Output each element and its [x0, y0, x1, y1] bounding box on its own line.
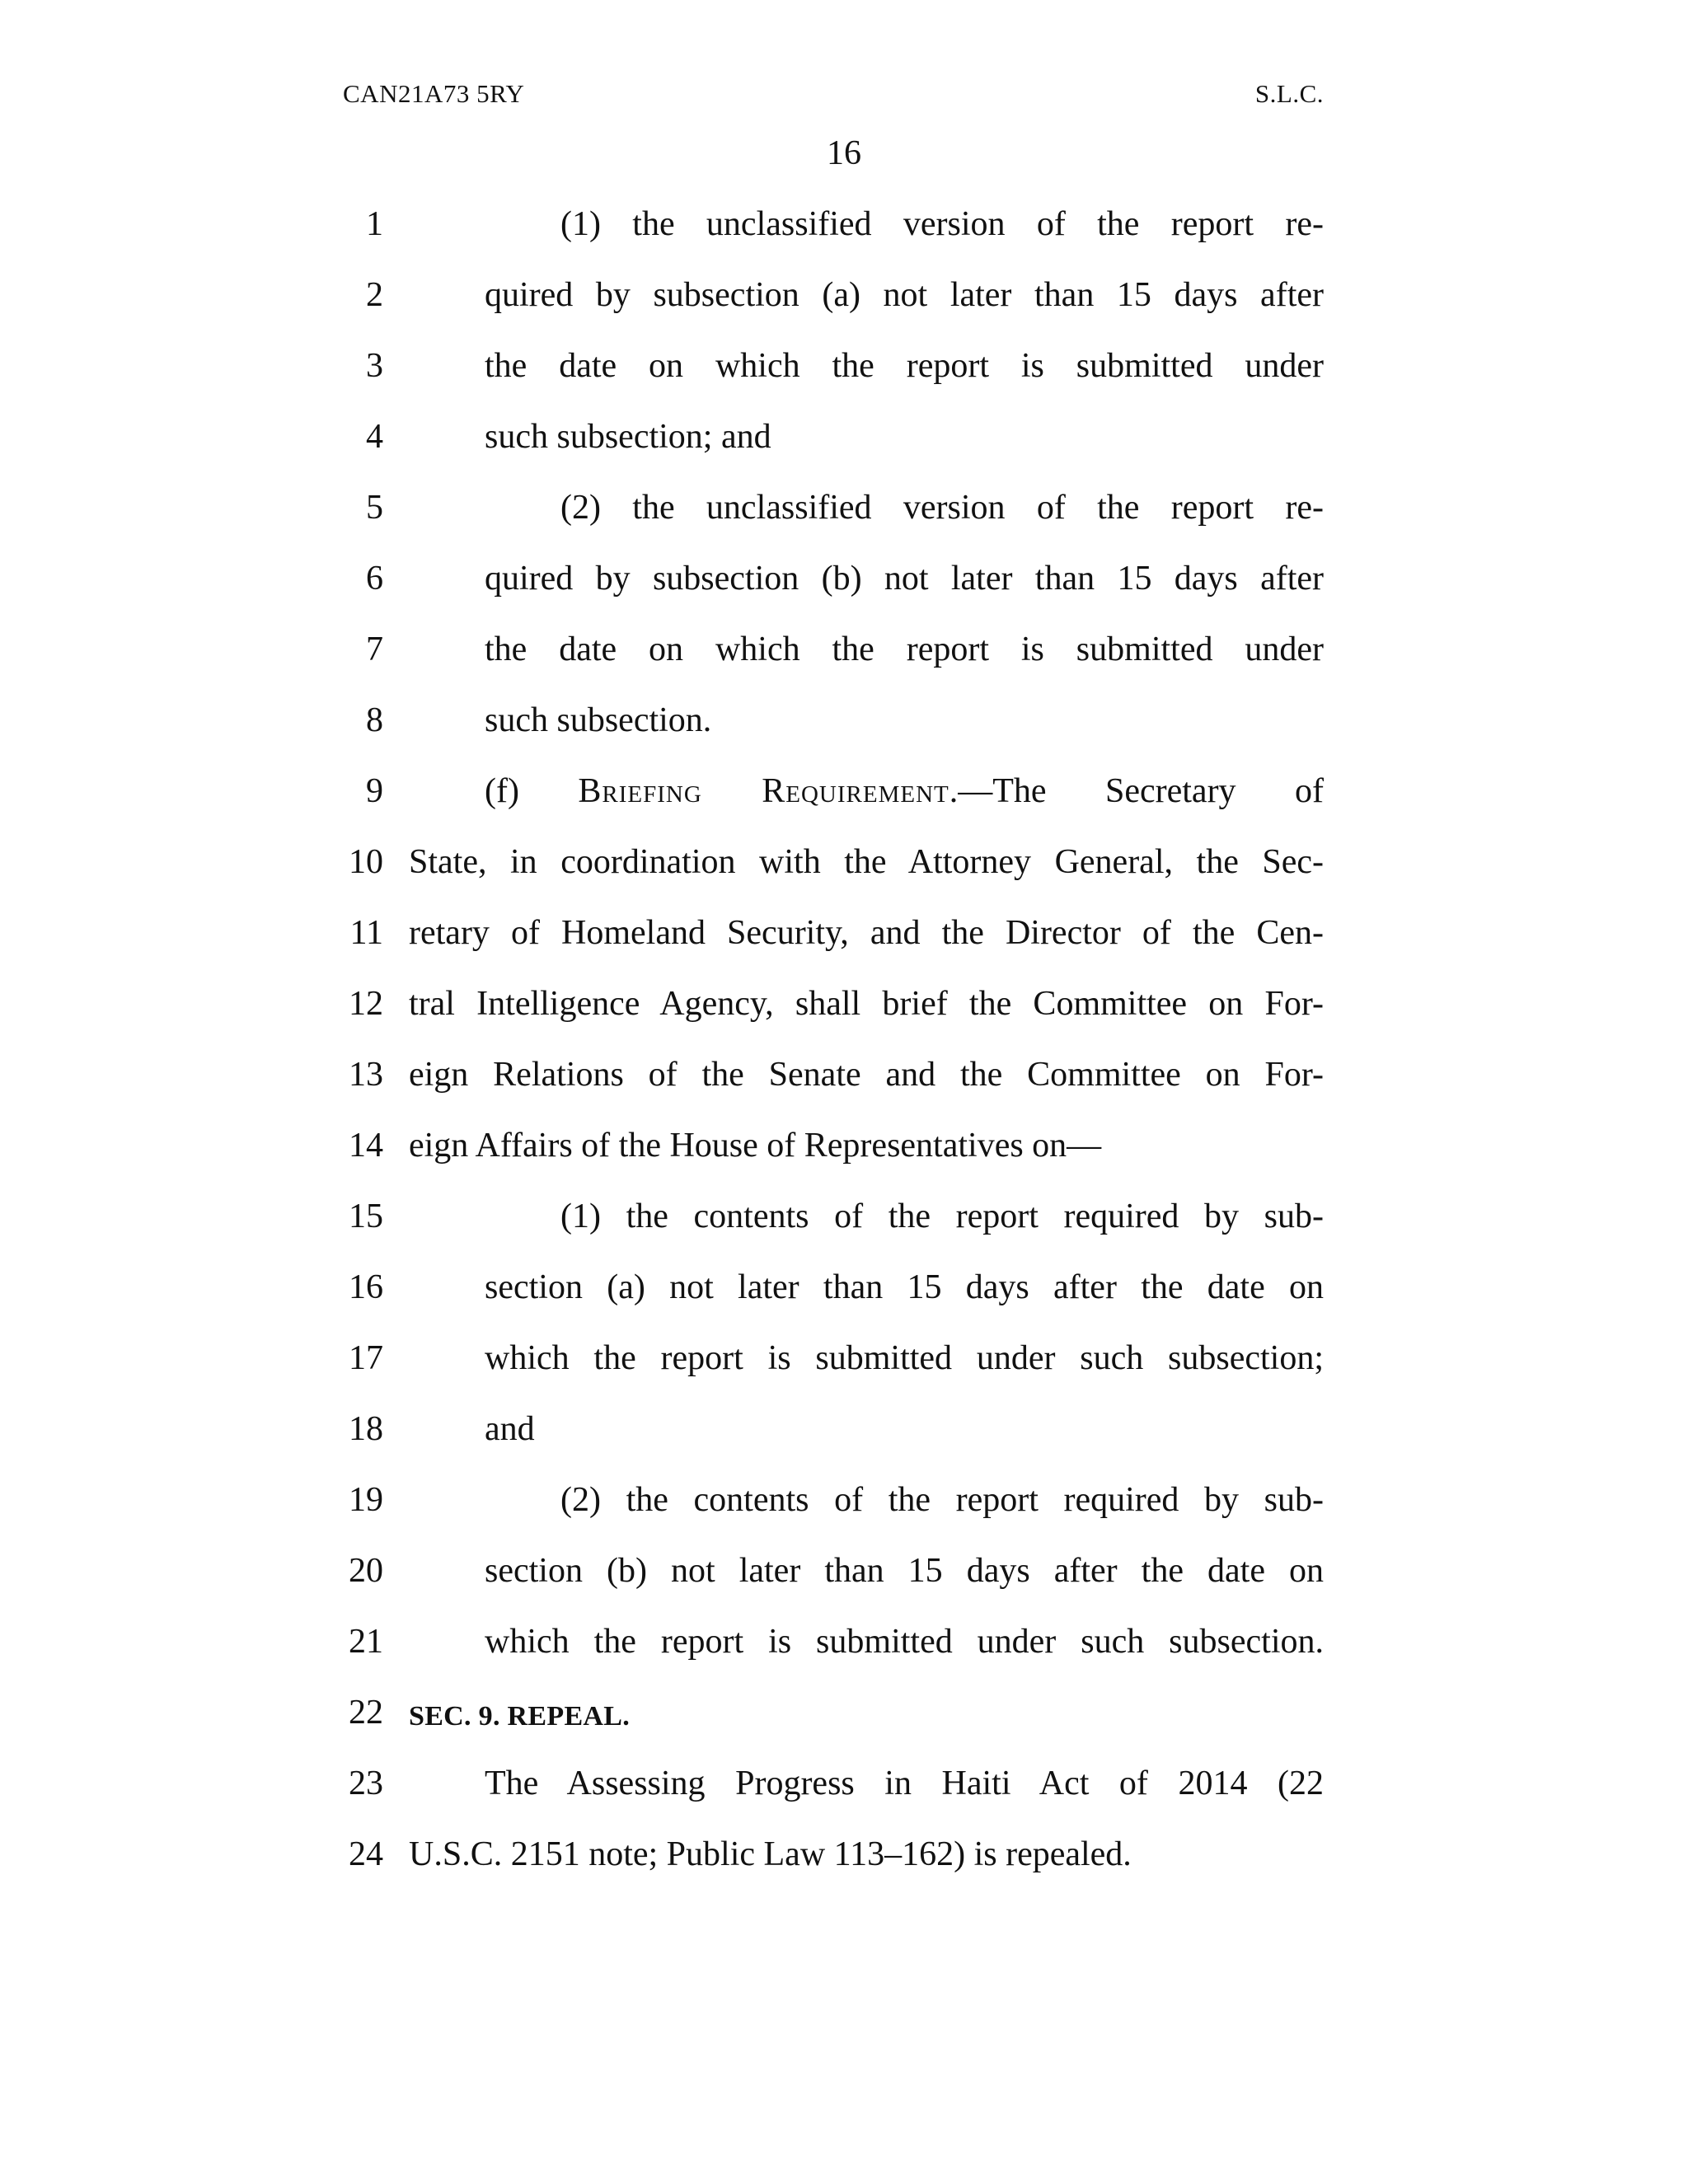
line-number: 9 — [366, 772, 383, 810]
line-number: 14 — [349, 1127, 383, 1165]
line-12 — [0, 981, 1688, 1052]
line-21 — [0, 1619, 1688, 1690]
line-11 — [0, 910, 1688, 981]
line-number: 7 — [366, 630, 383, 668]
line-number: 18 — [349, 1410, 383, 1448]
line-number: 4 — [366, 418, 383, 456]
line-16 — [0, 1264, 1688, 1335]
line-text: which the report is submitted under such subsection; — [485, 1339, 1324, 1377]
line-number: 15 — [349, 1197, 383, 1235]
line-22 — [0, 1690, 1688, 1760]
line-text: The Assessing Progress in Haiti Act of 2014 (22 — [485, 1765, 1324, 1802]
line-7 — [0, 626, 1688, 697]
line-text: section (a) not later than 15 days after the date on — [485, 1268, 1324, 1306]
line-number: 6 — [366, 560, 383, 598]
line-text: tral Intelligence Agency, shall brief the Committee on For- — [409, 985, 1324, 1023]
line-text: the date on which the report is submitted under — [485, 630, 1324, 668]
line-number: 12 — [349, 985, 383, 1023]
line-1 — [0, 201, 1688, 272]
section-heading: SEC. 9. REPEAL. — [409, 1701, 631, 1732]
line-17 — [0, 1335, 1688, 1406]
line-9 — [0, 768, 1688, 839]
subsection-heading: Briefing Requirement — [578, 772, 950, 810]
line-text: which the report is submitted under such subsection. — [485, 1623, 1324, 1661]
line-8 — [0, 697, 1688, 768]
line-6 — [0, 555, 1688, 626]
line-number: 21 — [349, 1623, 383, 1661]
line-23 — [0, 1760, 1688, 1831]
line-text: and — [485, 1410, 535, 1448]
line-number: 8 — [366, 701, 383, 739]
line-number: 11 — [349, 914, 383, 952]
line-number: 10 — [349, 843, 383, 881]
line-text: eign Affairs of the House of Representatives on— — [409, 1127, 1102, 1165]
line-number: 5 — [366, 489, 383, 527]
line-number: 22 — [349, 1694, 383, 1732]
line-text: such subsection; and — [485, 418, 771, 456]
line-text: U.S.C. 2151 note; Public Law 113–162) is repealed. — [409, 1835, 1132, 1873]
line-18 — [0, 1406, 1688, 1477]
line-text: section (b) not later than 15 days after the date on — [485, 1552, 1324, 1590]
page-number: 16 — [827, 134, 861, 172]
line-text: (2) the contents of the report required by sub- — [560, 1481, 1324, 1519]
line-number: 23 — [349, 1765, 383, 1802]
header-left: CAN21A73 5RY — [343, 79, 525, 108]
line-text: the date on which the report is submitted under — [485, 347, 1324, 385]
line-number: 3 — [366, 347, 383, 385]
line-text-rest: .—The Secretary of — [949, 772, 1324, 810]
line-number: 16 — [349, 1268, 383, 1306]
line-14 — [0, 1122, 1688, 1193]
line-5 — [0, 485, 1688, 555]
line-number: 13 — [349, 1056, 383, 1094]
line-text: (2) the unclassified version of the report re- — [560, 489, 1324, 527]
header-right: S.L.C. — [1254, 79, 1324, 108]
line-text: eign Relations of the Senate and the Committee on For- — [409, 1056, 1324, 1094]
line-text: quired by subsection (a) not later than 15 days after — [485, 276, 1324, 314]
line-15 — [0, 1193, 1688, 1264]
line-text — [485, 768, 1324, 814]
line-text: such subsection. — [485, 701, 712, 739]
line-text: quired by subsection (b) not later than 15 days after — [485, 560, 1324, 598]
line-3 — [0, 343, 1688, 414]
line-10 — [0, 839, 1688, 910]
line-24 — [0, 1831, 1688, 1902]
line-19 — [0, 1477, 1688, 1548]
subsection-marker: (f) — [485, 772, 579, 810]
line-number: 2 — [366, 276, 383, 314]
line-text: (1) the unclassified version of the report re- — [560, 205, 1324, 243]
line-20 — [0, 1548, 1688, 1619]
line-4 — [0, 414, 1688, 485]
line-text: retary of Homeland Security, and the Director of the Cen- — [409, 914, 1324, 952]
line-number: 17 — [349, 1339, 383, 1377]
line-number: 1 — [366, 205, 383, 243]
line-text: State, in coordination with the Attorney General, the Sec- — [409, 843, 1324, 881]
line-2 — [0, 272, 1688, 343]
line-13 — [0, 1052, 1688, 1122]
line-number: 20 — [349, 1552, 383, 1590]
line-text: (1) the contents of the report required by sub- — [560, 1197, 1324, 1235]
line-number: 24 — [349, 1835, 383, 1873]
line-number: 19 — [349, 1481, 383, 1519]
